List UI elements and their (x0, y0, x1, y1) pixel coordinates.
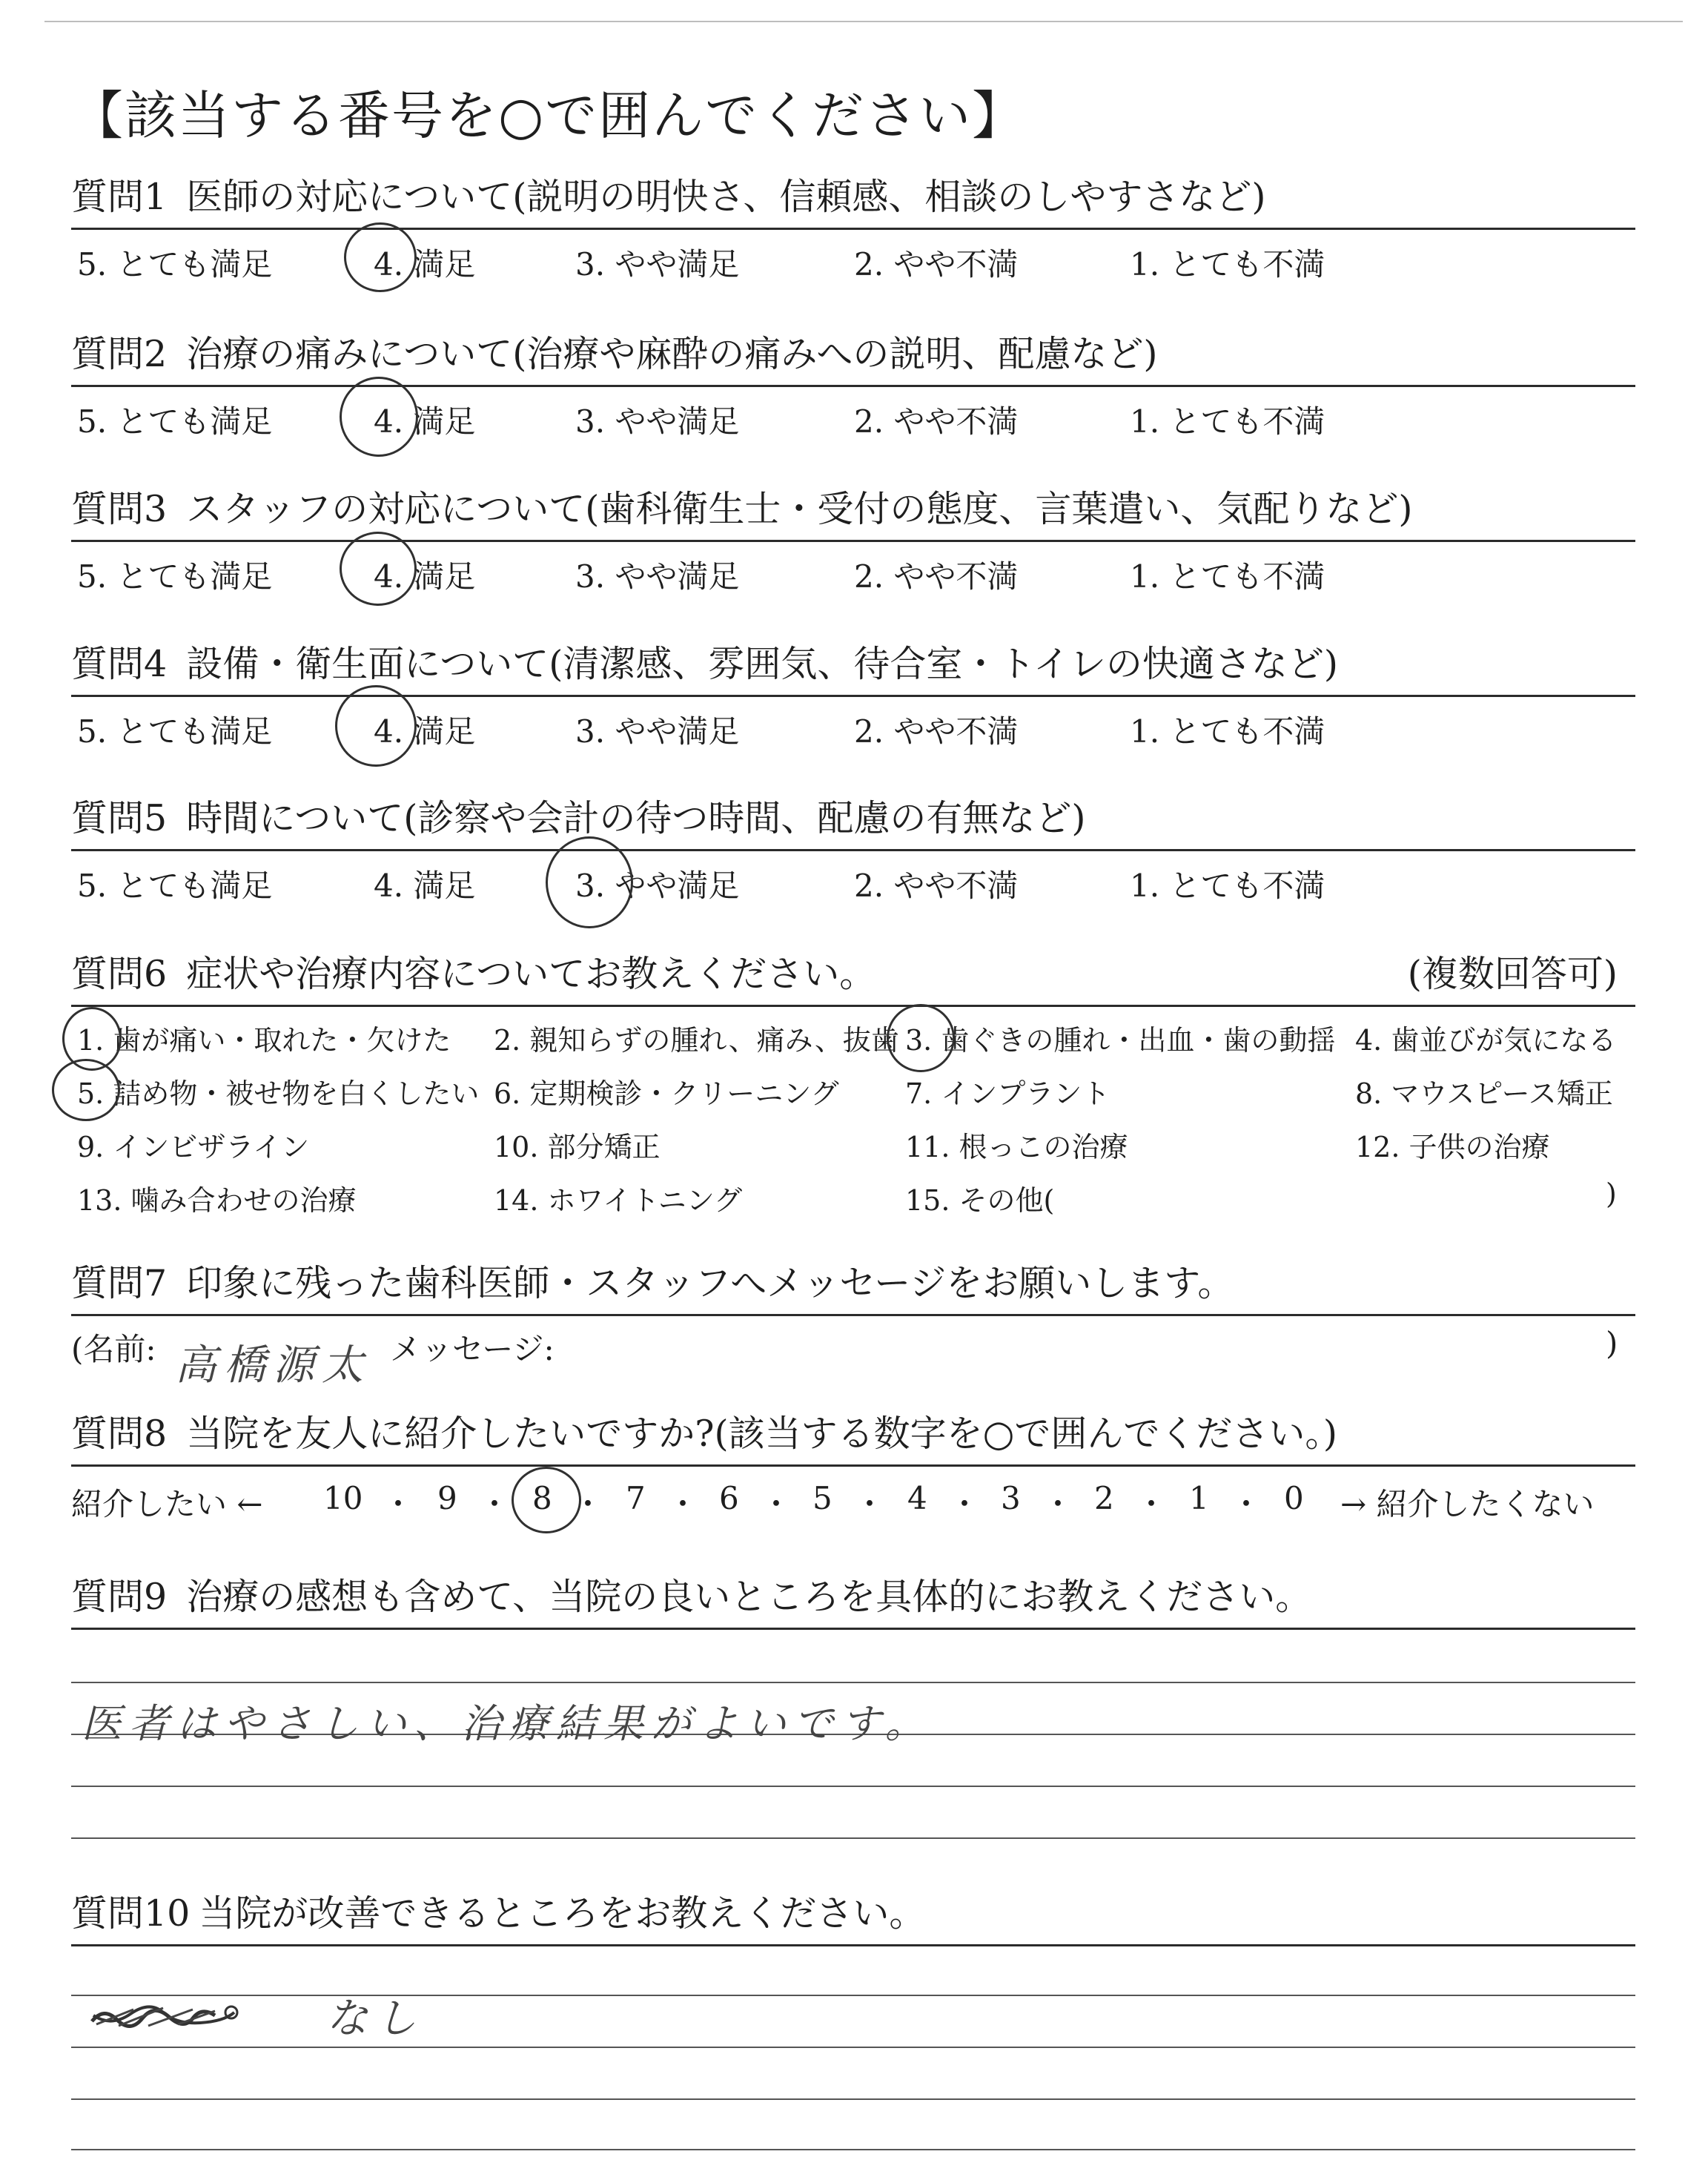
q5-option-4[interactable]: 4. 満足 (374, 868, 476, 904)
q6-option-12[interactable]: 12. 子供の治療 (1355, 1131, 1550, 1163)
q8-scale-4[interactable]: 4 (907, 1480, 927, 1516)
q4-option-2[interactable]: 2. やや不満 (854, 713, 1019, 750)
question-2-number: 質問2 (71, 333, 168, 375)
question-6-heading (71, 944, 1635, 1007)
q6-row-4 (71, 1167, 1635, 1221)
question-3-text: スタッフの対応について(歯科衛生士・受付の態度、言葉遣い、気配りなど) (186, 488, 1413, 530)
q3-option-3[interactable]: 3. やや満足 (575, 558, 740, 595)
q7-message-label: メッセージ: (390, 1331, 555, 1367)
q1-option-3[interactable]: 3. やや満足 (575, 246, 740, 283)
question-10 (71, 1883, 1635, 1946)
q6-option-6[interactable]: 6. 定期検診・クリーニング (494, 1077, 839, 1110)
q3-option-5[interactable]: 5. とても満足 (77, 558, 273, 595)
q6-row-2 (71, 1060, 1635, 1114)
q8-left-label: 紹介したい ← (71, 1486, 263, 1522)
q5-option-3[interactable]: 3. やや満足 (575, 868, 740, 904)
question-7-heading (71, 1253, 1635, 1316)
q8-scale-6[interactable]: 6 (719, 1480, 739, 1516)
q6-row-3 (71, 1114, 1635, 1167)
q4-option-5[interactable]: 5. とても満足 (77, 713, 273, 750)
question-3-number: 質問3 (71, 488, 168, 530)
q2-option-4[interactable]: 4. 満足 (374, 403, 476, 440)
q5-option-1[interactable]: 1. とても不満 (1130, 868, 1325, 904)
q3-option-2[interactable]: 2. やや不満 (854, 558, 1019, 595)
q4-option-4[interactable]: 4. 満足 (374, 713, 476, 750)
q8-scale-1[interactable]: 1 (1189, 1480, 1209, 1516)
q8-scale-0[interactable]: 0 (1284, 1480, 1304, 1516)
q8-separator: ・ (761, 1486, 792, 1522)
question-8-heading (71, 1404, 1635, 1467)
question-5-options (71, 851, 1635, 911)
q8-separator: ・ (1136, 1486, 1168, 1522)
question-8 (71, 1404, 1635, 1526)
q4-option-1[interactable]: 1. とても不満 (1130, 713, 1325, 750)
q10-handwritten-answer: なし (326, 1995, 424, 2043)
q9-answer-line (71, 1786, 1635, 1787)
q2-option-2[interactable]: 2. やや不満 (854, 403, 1019, 440)
q6-option-4[interactable]: 4. 歯並びが気になる (1355, 1024, 1617, 1057)
question-5-text: 時間について(診察や会計の待つ時間、配慮の有無など) (186, 797, 1086, 839)
question-10-text: 当院が改善できるところをお教えください。 (199, 1892, 926, 1935)
instruction-header: 【該当する番号を○で囲んでください】 (71, 85, 1026, 146)
question-1-text: 医師の対応について(説明の明快さ、信頼感、相談のしやすさなど) (186, 176, 1266, 218)
q2-option-5[interactable]: 5. とても満足 (77, 403, 273, 440)
q1-option-2[interactable]: 2. やや不満 (854, 246, 1019, 283)
question-3 (71, 479, 1635, 601)
q9-answer-line (71, 1837, 1635, 1839)
scribbled-out-text (89, 2002, 241, 2030)
question-9-number: 質問9 (71, 1576, 168, 1618)
question-2-text: 治療の痛みについて(治療や麻酔の痛みへの説明、配慮など) (186, 333, 1158, 375)
q3-option-1[interactable]: 1. とても不満 (1130, 558, 1325, 595)
q8-scale-8[interactable]: 8 (532, 1480, 552, 1516)
q6-other-close-paren: ) (1606, 1178, 1617, 1210)
q8-scale-2[interactable]: 2 (1094, 1480, 1114, 1516)
multiple-answers-note: (複数回答可) (1407, 953, 1618, 995)
question-1-options (71, 230, 1635, 289)
q9-handwritten-answer: 医者はやさしい、治療結果がよいです。 (82, 1700, 933, 1747)
q9-answer-line (71, 1682, 1635, 1683)
q6-option-10[interactable]: 10. 部分矯正 (494, 1131, 661, 1163)
question-4-number: 質問4 (71, 643, 168, 685)
q6-option-2[interactable]: 2. 親知らずの腫れ、痛み、抜歯 (494, 1024, 899, 1057)
q5-option-2[interactable]: 2. やや不満 (854, 868, 1019, 904)
question-8-number: 質問8 (71, 1413, 168, 1455)
question-1-number: 質問1 (71, 176, 168, 218)
question-5-heading (71, 788, 1635, 851)
q6-option-1[interactable]: 1. 歯が痛い・取れた・欠けた (77, 1024, 451, 1057)
q7-handwritten-name: 高橋源太 (175, 1341, 371, 1390)
q6-option-14[interactable]: 14. ホワイトニング (494, 1184, 743, 1217)
q7-name-prefix: (名前: (71, 1331, 156, 1367)
question-3-options (71, 542, 1635, 601)
q6-option-3[interactable]: 3. 歯ぐきの腫れ・出血・歯の動揺 (905, 1024, 1336, 1057)
question-9-heading (71, 1567, 1635, 1630)
q8-separator: ・ (854, 1486, 886, 1522)
question-2-heading (71, 324, 1635, 387)
question-4-text: 設備・衛生面について(清潔感、雰囲気、待合室・トイレの快適さなど) (186, 643, 1338, 685)
question-5 (71, 788, 1635, 911)
q6-option-5[interactable]: 5. 詰め物・被せ物を白くしたい (77, 1077, 480, 1110)
q8-separator: ・ (572, 1486, 604, 1522)
q8-separator: ・ (1042, 1486, 1074, 1522)
q8-scale-10[interactable]: 10 (323, 1480, 363, 1516)
q8-right-label: → 紹介したくない (1340, 1486, 1595, 1522)
question-7-number: 質問7 (71, 1262, 168, 1304)
question-9 (71, 1567, 1635, 1630)
q7-close-paren: ) (1606, 1325, 1618, 1361)
question-2-options (71, 387, 1635, 446)
q8-scale (71, 1467, 1635, 1526)
question-3-heading (71, 479, 1635, 542)
question-9-text: 治療の感想も含めて、当院の良いところを具体的にお教えください。 (186, 1576, 1312, 1618)
q6-option-13[interactable]: 13. 噛み合わせの治療 (77, 1184, 357, 1217)
q8-separator: ・ (667, 1486, 699, 1522)
q1-option-5[interactable]: 5. とても満足 (77, 246, 273, 283)
question-1 (71, 167, 1635, 289)
q6-option-15[interactable]: 15. その他( (905, 1184, 1055, 1217)
q8-scale-5[interactable]: 5 (812, 1480, 833, 1516)
question-4-options (71, 697, 1635, 756)
question-10-number: 質問10 (71, 1892, 191, 1935)
q6-row-1 (71, 1007, 1635, 1060)
q10-answer-line (71, 2098, 1635, 2100)
q5-option-5[interactable]: 5. とても満足 (77, 868, 273, 904)
q8-scale-9[interactable]: 9 (437, 1480, 457, 1516)
q8-scale-7[interactable]: 7 (626, 1480, 646, 1516)
q2-option-1[interactable]: 1. とても不満 (1130, 403, 1325, 440)
question-6-text: 症状や治療内容についてお教えください。 (186, 953, 876, 995)
q6-option-8[interactable]: 8. マウスピース矯正 (1355, 1077, 1613, 1110)
q8-separator: ・ (1231, 1486, 1262, 1522)
q1-option-4[interactable]: 4. 満足 (374, 246, 476, 283)
q10-answer-line (71, 2149, 1635, 2150)
question-4-heading (71, 634, 1635, 697)
q6-option-9[interactable]: 9. インビザライン (77, 1131, 310, 1163)
q10-answer-line (71, 1995, 1635, 1996)
q4-option-3[interactable]: 3. やや満足 (575, 713, 740, 750)
q1-option-1[interactable]: 1. とても不満 (1130, 246, 1325, 283)
question-5-number: 質問5 (71, 797, 168, 839)
question-6-number: 質問6 (71, 953, 168, 995)
q3-option-4[interactable]: 4. 満足 (374, 558, 476, 595)
question-7 (71, 1253, 1635, 1390)
q8-separator: ・ (949, 1486, 981, 1522)
question-2 (71, 324, 1635, 446)
q6-option-11[interactable]: 11. 根っこの治療 (905, 1131, 1128, 1163)
question-10-heading (71, 1883, 1635, 1946)
question-7-text: 印象に残った歯科医師・スタッフへメッセージをお願いします。 (186, 1262, 1234, 1304)
q8-separator: ・ (383, 1486, 414, 1522)
q6-option-7[interactable]: 7. インプラント (905, 1077, 1110, 1110)
question-6 (71, 944, 1635, 1221)
q10-answer-line (71, 2047, 1635, 2048)
question-4 (71, 634, 1635, 756)
question-8-text: 当院を友人に紹介したいですか?(該当する数字を○で囲んでください。) (186, 1413, 1337, 1455)
q2-option-3[interactable]: 3. やや満足 (575, 403, 740, 440)
q8-separator: ・ (479, 1486, 511, 1522)
question-1-heading (71, 167, 1635, 230)
q8-scale-3[interactable]: 3 (1001, 1480, 1021, 1516)
question-7-answer-line (71, 1316, 1635, 1390)
top-border (44, 21, 1683, 22)
